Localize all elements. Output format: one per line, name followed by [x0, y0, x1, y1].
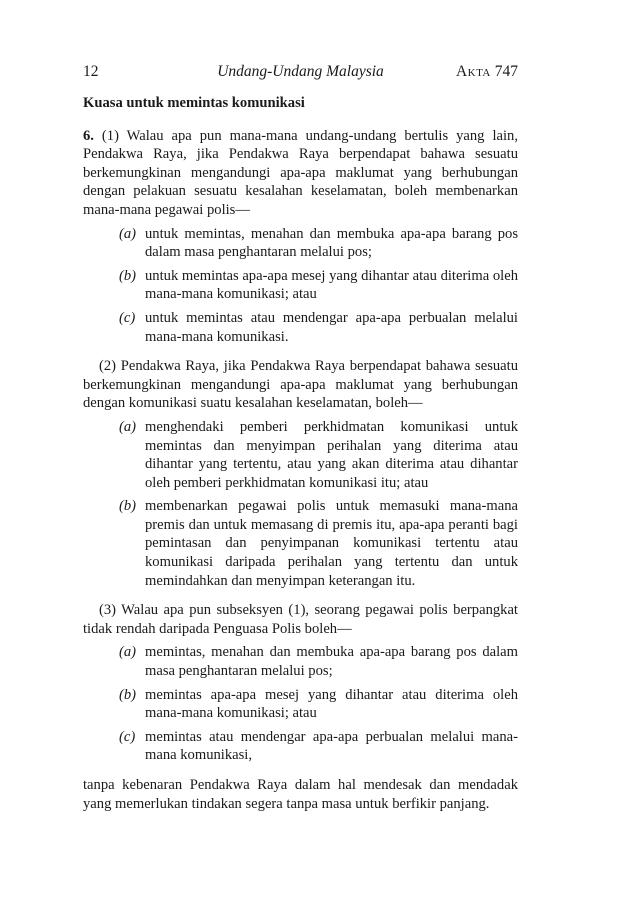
section-heading: Kuasa untuk memintas komunikasi	[83, 95, 305, 111]
section-number: 6.	[83, 127, 94, 144]
item-text: menghendaki pemberi perkhidmatan komunikasi untuk memintas dan menyimpan perihalan yang diterima atau dihantar yang tertentu, atau yang akan diterima atau dihantar oleh pemberi perkhidmatan komunikasi itu; atau	[145, 418, 518, 491]
item-text: memintas atau mendengar apa-apa perbualan melalui mana-mana komunikasi,	[145, 728, 518, 764]
item-label: (a)	[119, 418, 137, 435]
subsection-1-intro	[83, 127, 518, 220]
subsection-1-item	[83, 267, 518, 304]
item-label: (b)	[119, 267, 137, 284]
subsection-3-item	[83, 728, 518, 765]
item-text: memintas, menahan dan membuka apa-apa barang pos dalam masa penghantaran melalui pos;	[145, 644, 518, 680]
subsection-3-closing: tanpa kebenaran Pendakwa Raya dalam hal mendesak dan mendadak yang memerlukan tindakan segera tanpa masa untuk berfikir panjang.	[83, 777, 518, 812]
item-text: untuk memintas, menahan dan membuka apa-apa barang pos dalam masa penghantaran melalui pos;	[145, 225, 518, 261]
item-label: (a)	[119, 225, 137, 242]
page-number: 12	[83, 63, 99, 80]
running-title: Undang-Undang Malaysia	[217, 63, 384, 80]
item-label: (c)	[119, 728, 136, 745]
item-text: memintas apa-apa mesej yang dihantar atau diterima oleh mana-mana komunikasi; atau	[145, 686, 518, 722]
subsection-1-text: (1) Walau apa pun mana-mana undang-undang bertulis yang lain, Pendakwa Raya, jika Pendakwa Raya berpendapat bahawa sesuatu berkemungkinan mengandungi apa-apa maklumat yang berhubungan dengan pelakuan sesuatu kesalahan keselamatan, boleh membenarkan mana-mana pegawai polis—	[83, 127, 518, 218]
item-text: untuk memintas atau mendengar apa-apa perbualan melalui mana-mana komunikasi.	[145, 309, 518, 345]
item-label: (b)	[119, 498, 137, 515]
running-header	[83, 63, 518, 83]
subsection-3-item	[83, 686, 518, 723]
item-text: membenarkan pegawai polis untuk memasuki mana-mana premis dan untuk memasang di premis itu, apa-apa peranti bagi pemintasan dan penyimpanan komunikasi tertentu atau komunikasi daripada perihalan yang tertentu dan untuk memindahkan dan menyimpan keterangan itu.	[145, 498, 518, 589]
subsection-1-item	[83, 309, 518, 346]
subsection-2-intro: (2) Pendakwa Raya, jika Pendakwa Raya berpendapat bahawa sesuatu berkemungkinan mengandungi apa-apa maklumat yang berhubungan dengan komunikasi suatu kesalahan keselamatan, boleh—	[83, 358, 518, 412]
section-body	[83, 94, 518, 813]
item-label: (c)	[119, 309, 136, 326]
act-word: Akta	[455, 63, 491, 80]
item-label: (b)	[119, 686, 137, 703]
subsection-2-item	[83, 497, 518, 590]
subsection-3-item	[83, 643, 518, 680]
item-label: (a)	[119, 644, 137, 661]
act-number: 747	[494, 63, 518, 80]
subsection-2-item	[83, 418, 518, 492]
subsection-3-intro: (3) Walau apa pun subseksyen (1), seorang pegawai polis berpangkat tidak rendah daripada Penguasa Polis boleh—	[83, 602, 518, 637]
act-reference	[456, 63, 518, 81]
subsection-1-item	[83, 225, 518, 262]
item-text: untuk memintas apa-apa mesej yang dihantar atau diterima oleh mana-mana komunikasi; atau	[145, 267, 518, 303]
